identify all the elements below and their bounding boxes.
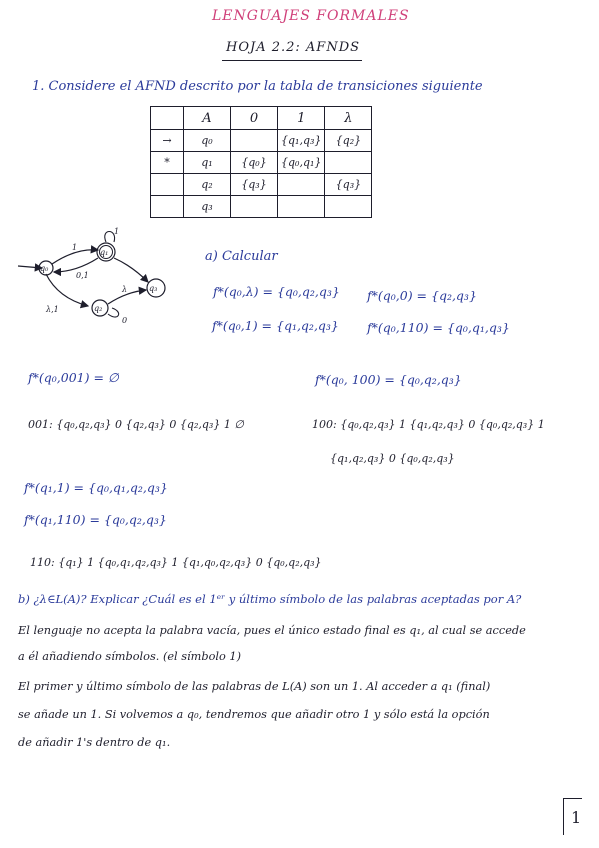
row-state: q₃ <box>184 196 231 218</box>
table-header-row <box>151 107 372 130</box>
part-a-line: f*(q₀,110) = {q₀,q₁,q₃} <box>367 320 510 335</box>
part-a-work: 001: {q₀,q₂,q₃} 0 {q₂,q₃} 0 {q₂,q₃} 1 ∅ <box>28 418 244 431</box>
state-q0-label: q₀ <box>40 264 49 273</box>
row-marker <box>151 196 184 218</box>
table-row <box>151 130 372 152</box>
sheet-title-underline <box>222 60 362 61</box>
part-b-question: b) ¿λ∈L(A)? Explicar ¿Cuál es el 1ᵉʳ y último símbolo de las palabras aceptadas por A? <box>18 592 522 606</box>
row-state: q₀ <box>184 130 231 152</box>
table-header-cell: A <box>184 107 231 130</box>
part-a-line: f*(q₀, 100) = {q₀,q₂,q₃} <box>315 372 462 387</box>
sheet-title: HOJA 2.2: AFNDS <box>226 40 361 55</box>
row-state: q₂ <box>184 174 231 196</box>
table-row <box>151 174 372 196</box>
part-b-answer: a él añadiendo símbolos. (el símbolo 1) <box>18 650 241 663</box>
edge-label: λ,1 <box>46 305 59 314</box>
cell-0 <box>231 130 278 152</box>
part-b-answer: de añadir 1's dentro de q₁. <box>18 736 171 749</box>
table-row <box>151 196 372 218</box>
row-marker: * <box>151 152 184 174</box>
table-row <box>151 152 372 174</box>
loop-q2 <box>108 308 119 317</box>
table-header-cell <box>151 107 184 130</box>
cell-1: {q₁,q₃} <box>278 130 325 152</box>
cell-0 <box>231 196 278 218</box>
table-header-cell: λ <box>325 107 372 130</box>
edge-q1-q3 <box>114 258 148 282</box>
transition-table <box>150 106 372 218</box>
state-q2-label: q₂ <box>94 304 103 313</box>
part-b-answer: se añade un 1. Si volvemos a q₀, tendremos que añadir otro 1 y sólo está la opción <box>18 708 490 721</box>
exercise-statement: 1. Considere el AFND descrito por la tabla de transiciones siguiente <box>32 79 483 94</box>
edge-q1-q0 <box>54 258 98 272</box>
edge-label: 1 <box>114 227 120 236</box>
cell-0: {q₀} <box>231 152 278 174</box>
state-q3-label: q₃ <box>149 284 158 293</box>
start-arrow <box>18 266 42 268</box>
edge-label: 0,1 <box>76 271 89 280</box>
edge-label: λ <box>122 285 128 294</box>
cell-0: {q₃} <box>231 174 278 196</box>
part-a-line: f*(q₀,1) = {q₁,q₂,q₃} <box>212 318 339 333</box>
edge-label: 0 <box>122 316 128 325</box>
part-b-answer: El primer y último símbolo de las palabras de L(A) son un 1. Al acceder a q₁ (final) <box>18 680 491 693</box>
part-a-work: 110: {q₁} 1 {q₀,q₁,q₂,q₃} 1 {q₁,q₀,q₂,q₃} 0 {q₀,q₂,q₃} <box>30 556 322 569</box>
cell-1 <box>278 196 325 218</box>
cell-1 <box>278 174 325 196</box>
state-q1-label: q₁ <box>100 248 109 257</box>
part-a-line: f*(q₀,001) = ∅ <box>28 370 119 385</box>
cell-lambda: {q₂} <box>325 130 372 152</box>
part-a-line: f*(q₀,0) = {q₂,q₃} <box>367 288 477 303</box>
row-marker: → <box>151 130 184 152</box>
automaton-diagram <box>14 226 184 338</box>
cell-lambda: {q₃} <box>325 174 372 196</box>
cell-1: {q₀,q₁} <box>278 152 325 174</box>
part-a-line: f*(q₀,λ) = {q₀,q₂,q₃} <box>213 284 340 299</box>
table-header-cell: 1 <box>278 107 325 130</box>
part-a-line: f*(q₁,110) = {q₀,q₂,q₃} <box>24 512 167 527</box>
page-title: LENGUAJES FORMALES <box>212 8 410 24</box>
row-state: q₁ <box>184 152 231 174</box>
cell-lambda <box>325 196 372 218</box>
part-b-answer: El lenguaje no acepta la palabra vacía, pues el único estado final es q₁, al cual se accede <box>18 624 526 637</box>
edge-label: 1 <box>72 243 78 252</box>
row-marker <box>151 174 184 196</box>
part-a-work: {q₁,q₂,q₃} 0 {q₀,q₂,q₃} <box>330 452 455 465</box>
part-a-line: f*(q₁,1) = {q₀,q₁,q₂,q₃} <box>24 480 168 495</box>
part-a-work: 100: {q₀,q₂,q₃} 1 {q₁,q₂,q₃} 0 {q₀,q₂,q₃} 1 <box>312 418 545 431</box>
cell-lambda <box>325 152 372 174</box>
page-number: 1 <box>571 808 582 827</box>
table-header-cell: 0 <box>231 107 278 130</box>
part-a-heading: a) Calcular <box>205 249 278 264</box>
